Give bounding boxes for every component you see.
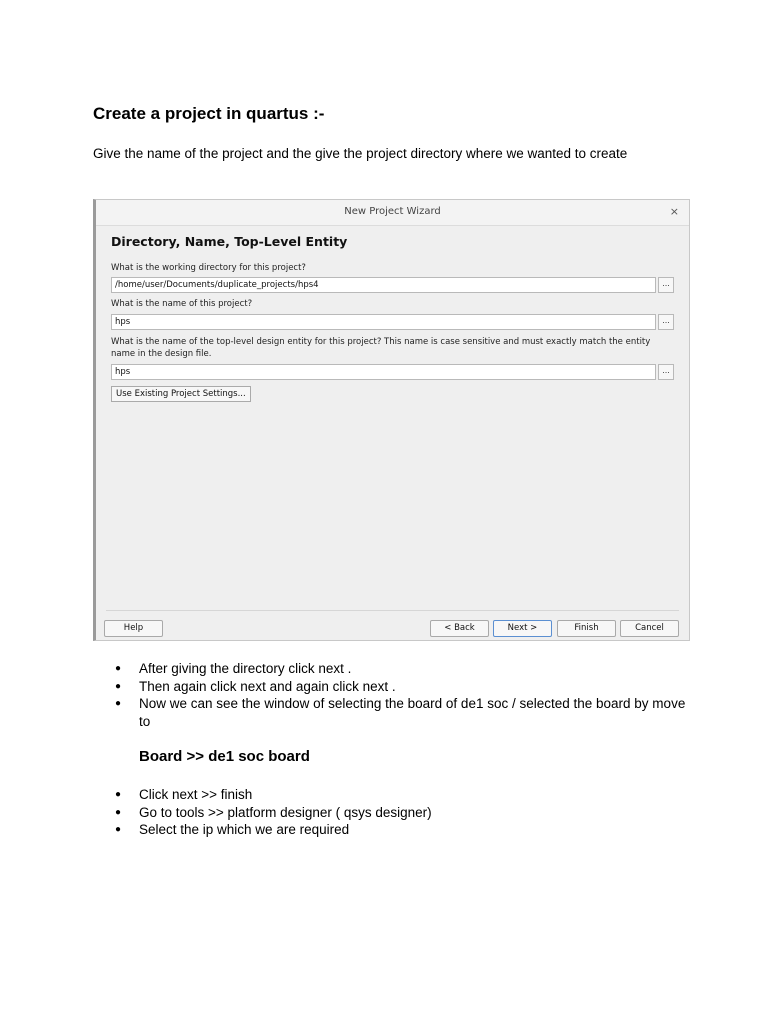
list-item: ● Click next >> finish [115,786,695,804]
project-name-label: What is the name of this project? [111,299,253,309]
footer-divider [106,610,679,611]
steps-list-2 [115,786,695,839]
list-item: ● After giving the directory click next . [115,660,695,678]
close-icon[interactable]: × [669,205,679,218]
intro-text: Give the name of the project and the give the project directory where we wanted to create [93,146,628,161]
list-item: ● Then again click next and again click next . [115,678,695,696]
finish-button[interactable]: Finish [557,620,616,637]
dialog-titlebar [96,200,689,226]
browse-directory-button[interactable]: ... [658,277,674,293]
cancel-button[interactable]: Cancel [620,620,679,637]
dialog-title: New Project Wizard [344,206,441,217]
page-heading: Create a project in quartus :- [93,104,325,123]
use-existing-settings-button[interactable]: Use Existing Project Settings... [111,386,251,402]
list-item: ● Select the ip which we are required [115,821,695,839]
working-directory-input[interactable]: /home/user/Documents/duplicate_projects/hps4 [111,277,656,293]
browse-entity-button[interactable]: ... [658,364,674,380]
browse-name-button[interactable]: ... [658,314,674,330]
board-subheading: Board >> de1 soc board [139,748,310,765]
back-button[interactable]: < Back [430,620,489,637]
list-item: ● Now we can see the window of selecting the board of de1 soc / selected the board by move to [115,695,695,730]
working-directory-label: What is the working directory for this project? [111,263,306,273]
top-level-entity-input[interactable]: hps [111,364,656,380]
panel-title: Directory, Name, Top-Level Entity [111,234,348,249]
next-button[interactable]: Next > [493,620,552,637]
steps-list-1 [115,660,695,730]
new-project-wizard-dialog [93,199,690,641]
project-name-input[interactable]: hps [111,314,656,330]
top-level-entity-label: What is the name of the top-level design entity for this project? This name is case sensitive and must exactly match the entity name in the design file. [111,337,651,359]
list-item: ● Go to tools >> platform designer ( qsys designer) [115,804,695,822]
help-button[interactable]: Help [104,620,163,637]
